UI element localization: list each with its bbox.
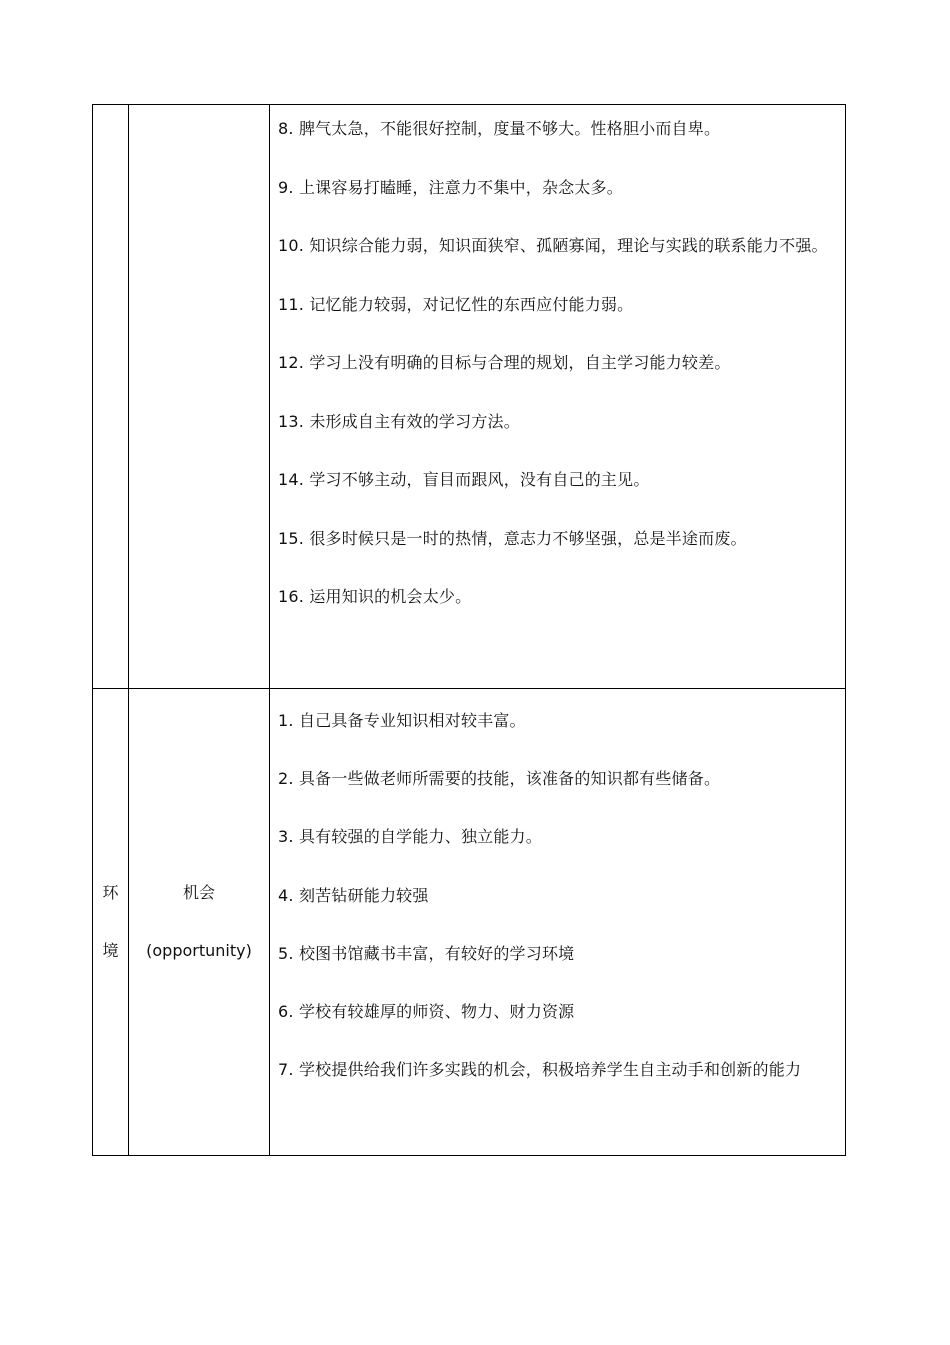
list-item: 16. 运用知识的机会太少。 [278,587,472,606]
environment-label-char: 环 [102,883,119,902]
list-item: 8. 脾气太急，不能很好控制，度量不够大。性格胆小而自卑。 [278,119,721,138]
list-item: 10. 知识综合能力弱，知识面狭窄、孤陋寡闻，理论与实践的联系能力不强。 [278,236,828,255]
list-item: 2. 具备一些做老师所需要的技能，该准备的知识都有些储备。 [278,769,721,789]
list-item: 4. 刻苦钻研能力较强 [278,885,429,905]
list-item: 13. 未形成自主有效的学习方法。 [278,411,520,431]
opportunity-label-cell [129,689,270,1156]
weakness-content-cell [270,105,846,689]
environment-label-cell [93,689,129,1156]
list-item: 15. 很多时候只是一时的热情，意志力不够坚强，总是半途而废。 [278,528,747,548]
list-item: 1. 自己具备专业知识相对较丰富。 [278,711,526,730]
list-item: 9. 上课容易打瞌睡，注意力不集中，杂念太多。 [278,177,623,197]
opportunity-list [270,689,845,1084]
list-item: 7. 学校提供给我们许多实践的机会，积极培养学生自主动手和创新的能力 [278,1060,802,1080]
opportunity-content-cell [270,689,846,1156]
opportunity-label-chinese: 机会 [182,883,215,902]
list-item: 5. 校图书馆藏书丰富，有较好的学习环境 [278,943,575,963]
list-item: 3. 具有较强的自学能力、独立能力。 [278,827,542,847]
environment-label-char: 境 [102,941,119,960]
list-item: 6. 学校有较雄厚的师资、物力、财力资源 [278,1001,575,1021]
opportunity-row [93,689,846,1156]
list-item: 11. 记忆能力较弱，对记忆性的东西应付能力弱。 [278,294,634,314]
list-item: 14. 学习不够主动，盲目而跟风，没有自己的主见。 [278,470,650,489]
weakness-row [93,105,846,689]
list-item: 12. 学习上没有明确的目标与合理的规划，自主学习能力较差。 [278,353,731,372]
weakness-list [270,105,845,611]
empty-category-cell [129,105,270,689]
swot-table [92,104,846,1156]
opportunity-label-english: (opportunity) [146,941,252,960]
empty-section-cell [93,105,129,689]
